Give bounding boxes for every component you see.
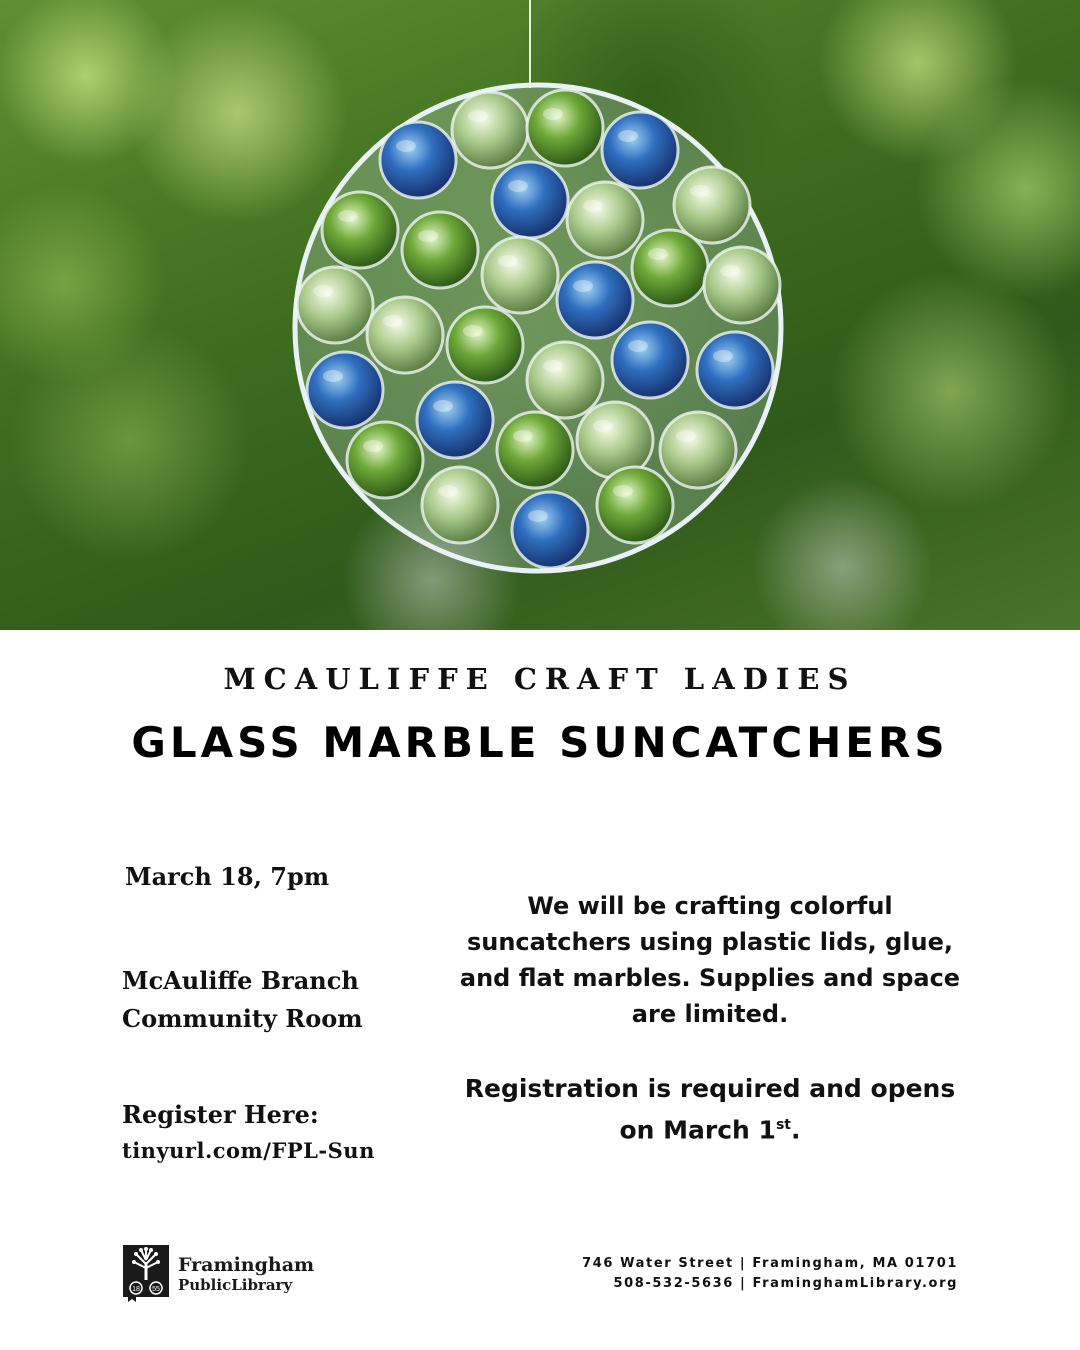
location-line-1: McAuliffe Branch (122, 966, 359, 995)
marble-highlight (648, 248, 668, 260)
glass-marble (497, 412, 573, 488)
logo-year-right: 55 (152, 1286, 160, 1293)
registration-ordinal: st (775, 1117, 791, 1133)
logo-wordmark (178, 1255, 314, 1294)
event-subtitle: MCAULIFFE CRAFT LADIES (223, 662, 857, 696)
glass-marble (482, 237, 558, 313)
location-line-2: Community Room (122, 1004, 363, 1033)
marble-highlight (628, 340, 648, 352)
marble-highlight (396, 140, 416, 152)
event-description (455, 888, 965, 1148)
marble-highlight (528, 510, 548, 522)
marble-highlight (363, 440, 383, 452)
marble-highlight (498, 255, 518, 267)
glass-marble (452, 92, 528, 168)
registration-end: . (791, 1115, 801, 1145)
glass-marble (307, 352, 383, 428)
marble-highlight (543, 360, 563, 372)
marble-highlight (383, 315, 403, 327)
marble-highlight (313, 285, 333, 297)
glass-marble (597, 467, 673, 543)
marble-highlight (463, 325, 483, 337)
glass-marble (367, 297, 443, 373)
glass-marble (697, 332, 773, 408)
glass-marble (674, 167, 750, 243)
glass-marble (557, 262, 633, 338)
marble-highlight (513, 430, 533, 442)
glass-marble (660, 412, 736, 488)
suncatcher-illustration (0, 0, 1080, 630)
glass-marble (527, 90, 603, 166)
marble-highlight (613, 485, 633, 497)
glass-marble (297, 267, 373, 343)
marble-highlight (583, 200, 603, 212)
hero-photo (0, 0, 1080, 630)
event-date: March 18, 7pm (125, 862, 330, 891)
marble-highlight (676, 430, 696, 442)
glass-marble (322, 192, 398, 268)
marble-highlight (690, 185, 710, 197)
marble-highlight (618, 130, 638, 142)
tree-book-icon (122, 1244, 170, 1304)
contact-info (582, 1254, 958, 1294)
library-logo (122, 1244, 314, 1304)
event-location (122, 962, 363, 1038)
logo-line-2: PublicLibrary (178, 1275, 293, 1294)
marble-highlight (418, 230, 438, 242)
description-paragraph: We will be crafting colorful suncatchers using plastic lids, glue, and flat marbles. Supplies and space are limited. (459, 892, 961, 1028)
marble-highlight (468, 110, 488, 122)
glass-marble (447, 307, 523, 383)
marble-highlight (713, 350, 733, 362)
register-label: Register Here: (122, 1100, 319, 1129)
logo-year-left: 18 (132, 1286, 140, 1293)
register-link[interactable]: tinyurl.com/FPL-Sun (122, 1138, 375, 1163)
glass-marble (417, 382, 493, 458)
glass-marble (602, 112, 678, 188)
glass-marble (704, 247, 780, 323)
event-title: GLASS MARBLE SUNCATCHERS (131, 718, 949, 767)
glass-marble (527, 342, 603, 418)
library-address: 746 Water Street | Framingham, MA 01701 (582, 1256, 958, 1271)
registration-text: Registration is required and opens on March 1 (464, 1074, 956, 1145)
marble-highlight (543, 108, 563, 120)
marble-highlight (338, 210, 358, 222)
logo-line-1: Framingham (178, 1253, 315, 1276)
glass-marble (422, 467, 498, 543)
marble-highlight (433, 400, 453, 412)
marble-highlight (720, 265, 740, 277)
marble-highlight (573, 280, 593, 292)
glass-marble (492, 162, 568, 238)
glass-marble (402, 212, 478, 288)
glass-marble (632, 230, 708, 306)
marble-highlight (438, 485, 458, 497)
marble-highlight (323, 370, 343, 382)
glass-marble (567, 182, 643, 258)
glass-marble (512, 492, 588, 568)
marble-highlight (508, 180, 528, 192)
registration-note (455, 1070, 965, 1148)
marble-highlight (593, 420, 613, 432)
glass-marble (347, 422, 423, 498)
glass-marble (612, 322, 688, 398)
glass-marble (380, 122, 456, 198)
library-phone-web[interactable]: 508-532-5636 | FraminghamLibrary.org (613, 1276, 958, 1291)
